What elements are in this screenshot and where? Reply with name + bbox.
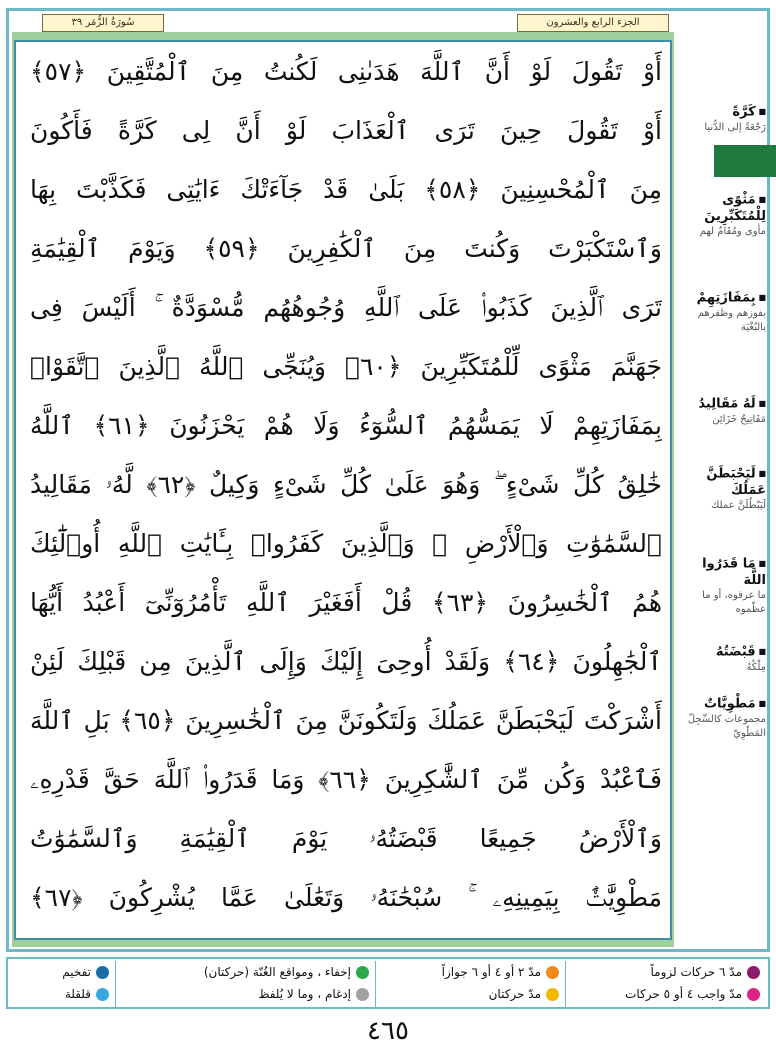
glossary-word: ■ قَبْضَتُهُ [678, 644, 766, 661]
legend-column [117, 961, 376, 1007]
text-line: جَهَنَّمَ مَثْوًى لِّلْمُتَكَبِّرِينَ ﴿٦٠﴾ وَيُنَجِّى ٱللَّهُ ٱلَّذِينَ ٱتَّقَوْا۟ [30, 352, 662, 381]
color-dot-icon [356, 988, 369, 1001]
glossary-entry [678, 466, 766, 513]
glossary-entry [678, 644, 766, 675]
glossary-word: ■ لَيَحْبَطَنَّ عَمَلُكَ [678, 466, 766, 499]
color-dot-icon [747, 988, 760, 1001]
glossary-entry [678, 696, 766, 741]
text-line: بِمَفَازَتِهِمْ لَا يَمَسُّهُمُ ٱلسُّوٓءُ وَلَا هُمْ يَحْزَنُونَ ﴿٦١﴾ ٱللَّهُ [30, 411, 662, 440]
color-dot-icon [356, 966, 369, 979]
glossary-definition: مأوى ومُقَامٌ لهم [699, 225, 766, 237]
glossary-word: ■ لَهُ مَقَالِيدُ [678, 396, 766, 413]
text-line: هُمُ ٱلْخَٰسِرُونَ ﴿٦٣﴾ قُلْ أَفَغَيْرَ ٱللَّهِ تَأْمُرُوٓنِّىٓ أَعْبُدُ أَيُّهَا [30, 588, 662, 617]
glossary-entry [678, 192, 766, 239]
glossary-definition: لَيَبْطُلَنَّ عملك [711, 499, 766, 511]
legend-label: إدغام ، وما لا يُلفظ [258, 987, 351, 1001]
glossary-word: ■ مَثْوًى لِلْمُتَكَبِّرِينَ [678, 192, 766, 225]
page-header [12, 12, 674, 32]
page-number: ٤٦٥ [367, 1016, 409, 1046]
text-line: ٱلْجَٰهِلُونَ ﴿٦٤﴾ وَلَقَدْ أُوحِىَ إِلَيْكَ وَإِلَى ٱلَّذِينَ مِن قَبْلِكَ لَئِنْ [30, 647, 662, 676]
glossary-definition: ما عرفوه، أو ما عظّموه [702, 589, 766, 615]
color-dot-icon [96, 988, 109, 1001]
glossary-entry [678, 290, 766, 335]
glossary-definition: رَجْعَةً إلى الدُّنيا [704, 121, 766, 133]
glossary-definition: مجموعات كالسِّجِلّ المَطْوِيّ [687, 713, 766, 739]
color-dot-icon [546, 988, 559, 1001]
legend-column [9, 961, 116, 1007]
glossary-definition: مِلْكُهُ [746, 661, 766, 673]
legend-item [117, 983, 369, 1005]
legend-item [9, 961, 109, 983]
text-line: وَٱسْتَكْبَرْتَ وَكُنتَ مِنَ ٱلْكَٰفِرِينَ ﴿٥٩﴾ وَيَوْمَ ٱلْقِيَٰمَةِ [30, 234, 662, 263]
text-line: أَشْرَكْتَ لَيَحْبَطَنَّ عَمَلُكَ وَلَتَكُونَنَّ مِنَ ٱلْخَٰسِرِينَ ﴿٦٥﴾ بَلِ ٱللَّهَ [30, 706, 662, 735]
legend-item [379, 983, 559, 1005]
text-line: مَطْوِيَّٰتٌۢ بِيَمِينِهِۦ ۚ سُبْحَٰنَهُۥ وَتَعَٰلَىٰ عَمَّا يُشْرِكُونَ ﴿٦٧﴾ [30, 883, 662, 912]
legend-label: تفخيم [62, 965, 91, 979]
glossary-definition: مَفَاتِيحُ خَزَائِن [712, 413, 766, 425]
legend-item [570, 961, 760, 983]
legend-column [379, 961, 566, 1007]
color-dot-icon [96, 966, 109, 979]
legend-item [570, 983, 760, 1005]
color-dot-icon [546, 966, 559, 979]
text-line: تَرَى ٱلَّذِينَ كَذَبُوا۟ عَلَى ٱللَّهِ وُجُوهُهُم مُّسْوَدَّةٌ ۚ أَلَيْسَ فِى [30, 293, 662, 322]
glossary-word: ■ مَا قَدَرُوا اللَّهَ [678, 556, 766, 589]
glossary-word: ■ كَرَّةً [678, 104, 766, 121]
text-line: مِنَ ٱلْمُحْسِنِينَ ﴿٥٨﴾ بَلَىٰ قَدْ جَآءَتْكَ ءَايَٰتِى فَكَذَّبْتَ بِهَا [30, 175, 662, 204]
legend-column [570, 961, 760, 1007]
text-line: أَوْ تَقُولَ لَوْ أَنَّ ٱللَّهَ هَدَىٰنِى لَكُنتُ مِنَ ٱلْمُتَّقِينَ ﴿٥٧﴾ [30, 57, 662, 86]
text-line: أَوْ تَقُولَ حِينَ تَرَى ٱلْعَذَابَ لَوْ أَنَّ لِى كَرَّةً فَأَكُونَ [30, 116, 662, 145]
glossary-entry [678, 104, 766, 135]
color-dot-icon [747, 966, 760, 979]
surah-name: سُورَةُ الزُّمَر ٣٩ [42, 14, 164, 32]
glossary-entry [678, 396, 766, 427]
text-line: ٱلسَّمَٰوَٰتِ وَٱلْأَرْضِ ۗ وَٱلَّذِينَ كَفَرُوا۟ بِـَٔايَٰتِ ٱللَّهِ أُو۟لَٰٓئِكَ [30, 529, 662, 558]
text-line: فَٱعْبُدْ وَكُن مِّنَ ٱلشَّٰكِرِينَ ﴿٦٦﴾ وَمَا قَدَرُوا۟ ٱللَّهَ حَقَّ قَدْرِهِۦ [30, 765, 662, 794]
glossary-word: ■ بِمَفَازَتِهِمْ [678, 290, 766, 307]
tajweed-legend [6, 957, 770, 1009]
quran-text [30, 44, 662, 936]
legend-label: مدّ واجب ٤ أو ٥ حركات [625, 987, 742, 1001]
legend-label: مدّ حركتان [488, 987, 541, 1001]
legend-label: إخفاء ، ومواقع الغُنّة (حركتان) [203, 965, 351, 979]
legend-item [9, 983, 109, 1005]
text-line: خَٰلِقُ كُلِّ شَىْءٍ ۖ وَهُوَ عَلَىٰ كُلِّ شَىْءٍ وَكِيلٌ ﴿٦٢﴾ لَّهُۥ مَقَالِيدُ [30, 470, 662, 499]
legend-item [117, 961, 369, 983]
margin-glossary [676, 96, 768, 786]
glossary-word: ■ مَطْوِيَّاتٌ [678, 696, 766, 713]
legend-label: مدّ ٢ أو ٤ أو ٦ جوازاً [441, 965, 541, 979]
legend-item [379, 961, 559, 983]
legend-label: قلقلة [64, 987, 91, 1001]
text-line: وَٱلْأَرْضُ جَمِيعًا قَبْضَتُهُۥ يَوْمَ ٱلْقِيَٰمَةِ وَٱلسَّمَٰوَٰتُ [30, 824, 662, 853]
juz-name: الجزء الرابع والعشرون [517, 14, 669, 32]
glossary-definition: بفوزهم وظفرهم بالبُغْيَة [697, 307, 766, 333]
glossary-entry [678, 556, 766, 617]
legend-label: مدّ ٦ حركات لزوماً [650, 965, 742, 979]
